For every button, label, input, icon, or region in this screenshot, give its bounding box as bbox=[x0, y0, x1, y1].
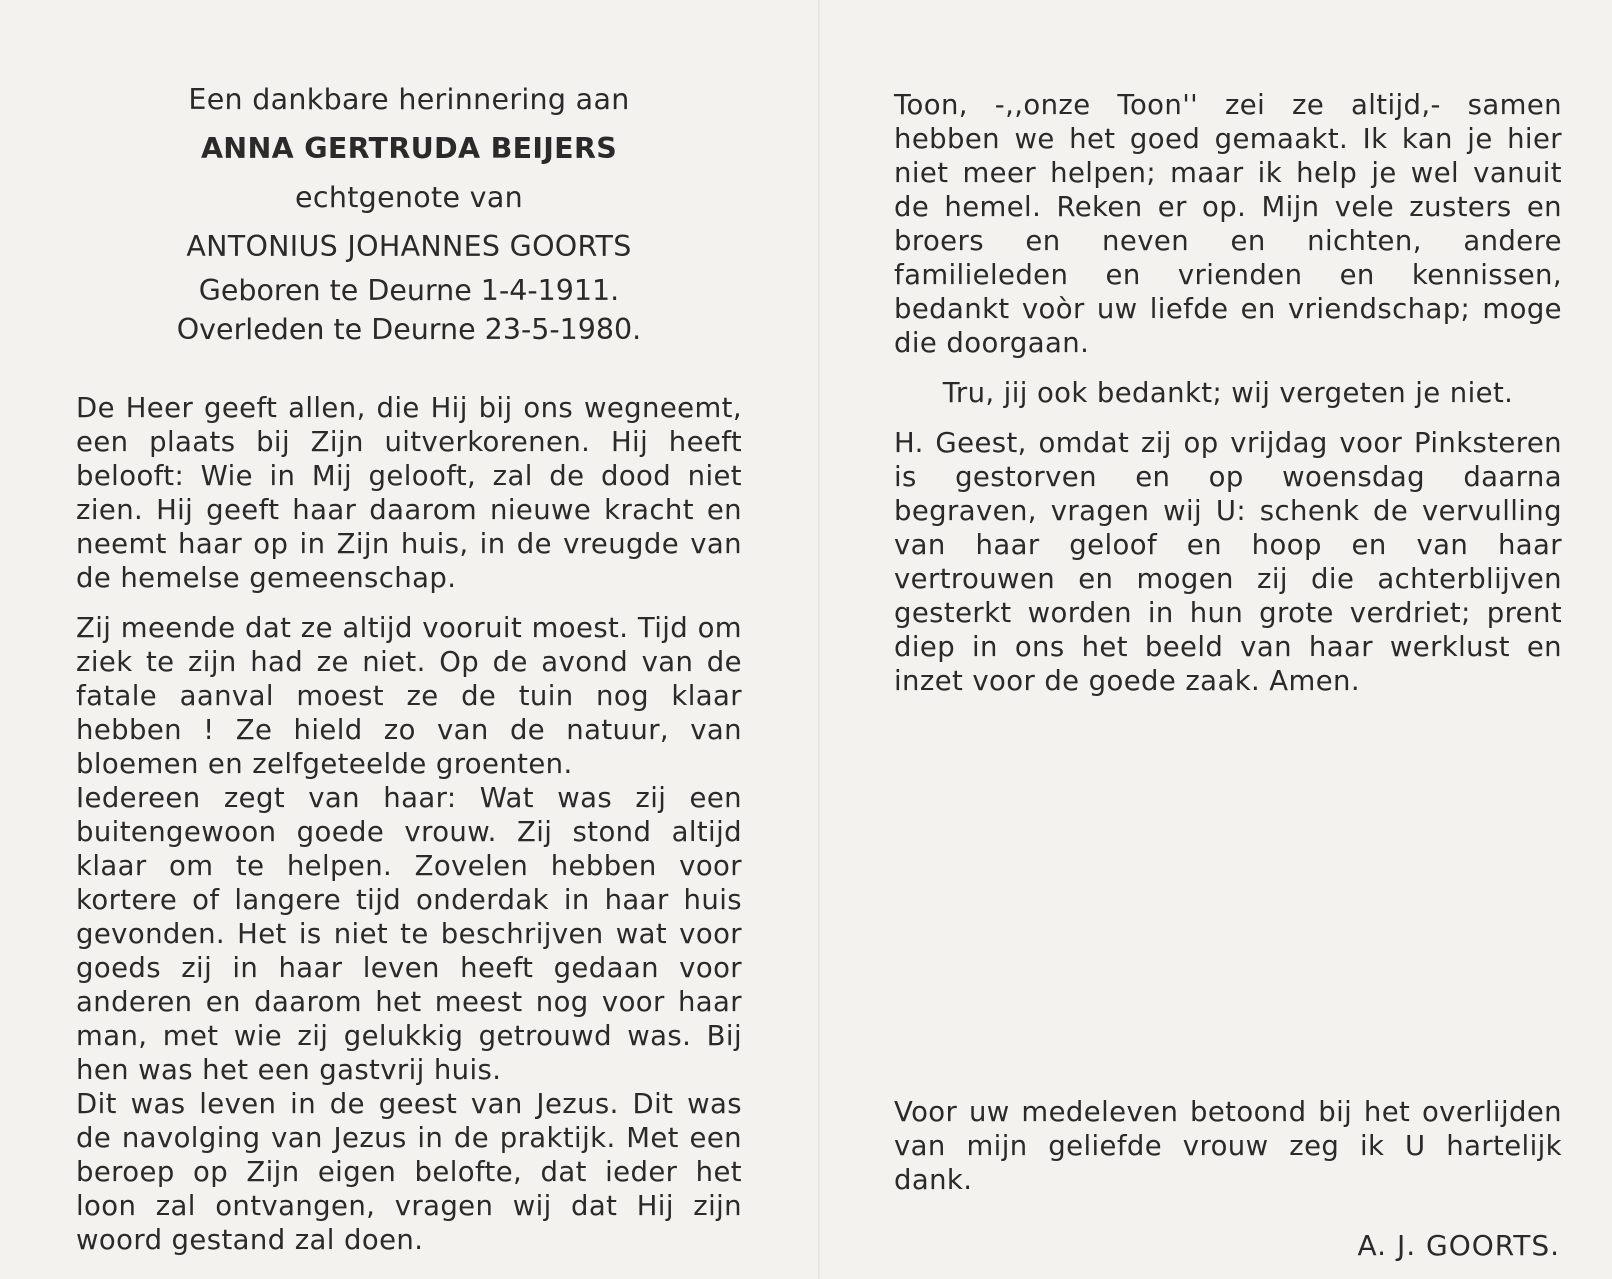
deceased-name: ANNA GERTRUDA BEIJERS bbox=[200, 132, 618, 165]
character-paragraph: Zij meende dat ze altijd vooruit moest. Tijd om ziek te zijn had ze niet. Op de avond van de fatale aanval moest ze de tuin nog klaar hebben ! Ze hield zo van de natuur, van bloemen en zelfgeteelde groenten. bbox=[76, 612, 742, 780]
relation-line: echtgenote van bbox=[295, 181, 523, 214]
birth-line: Geboren te Deurne 1-4-1911. bbox=[198, 274, 620, 307]
intro-line: Een dankbare herinnering aan bbox=[188, 83, 630, 116]
death-line: Overleden te Deurne 23-5-1980. bbox=[176, 313, 642, 346]
signature: A. J. GOORTS. bbox=[1357, 1229, 1560, 1262]
holy-spirit-prayer: H. Geest, omdat zij op vrijdag voor Pinksteren is gestorven en op woensdag daarna begraven, vragen wij U: schenk de vervulling van haar geloof en hoop en van haar vertrouwen en mogen zij die achterblijven gesterkt worden in hun grote verdriet; prent diep in ons het beeld van haar werklust en inzet voor de goede zaak. Amen. bbox=[894, 427, 1562, 697]
prayer-paragraph: De Heer geeft allen, die Hij bij ons wegneemt, een plaats bij Zijn uitverkorenen. Hij heeft belooft: Wie in Mij gelooft, zal de dood niet zien. Hij geeft haar daarom nieuwe kracht en neemt haar op in Zijn huis, in de vreugde van de hemelse gemeenschap. bbox=[76, 392, 742, 594]
tru-line: Tru, jij ook bedankt; wij vergeten je niet. bbox=[942, 377, 1514, 409]
left-panel bbox=[76, 75, 742, 1257]
right-panel bbox=[894, 88, 1562, 698]
farewell-paragraph: Toon, -,,onze Toon'' zei ze altijd,- samen hebben we het goed gemaakt. Ik kan je hier niet meer helpen; maar ik help je wel vanuit de hemel. Reken er op. Mijn vele zusters en broers en neven en nichten, andere familieleden en vrienden en kennissen, bedankt voòr uw liefde en vriendschap; moge die doorgaan. bbox=[894, 89, 1562, 359]
faith-paragraph: Dit was leven in de geest van Jezus. Dit was de navolging van Jezus in de praktijk. Met een beroep op Zijn eigen belofte, dat ieder het loon zal ontvangen, vragen wij dat Hij zijn woord gestand zal doen. bbox=[76, 1088, 742, 1256]
card-fold bbox=[818, 0, 820, 1279]
thanks-paragraph: Voor uw medeleven betoond bij het overlijden van mijn geliefde vrouw zeg ik U hartelijk dank. bbox=[894, 1096, 1562, 1196]
life-dates bbox=[76, 271, 742, 349]
spouse-name: ANTONIUS JOHANNES GOORTS bbox=[186, 230, 632, 263]
kindness-paragraph: Iedereen zegt van haar: Wat was zij een buitengewoon goede vrouw. Zij stond altijd klaar om te helpen. Zovelen hebben voor kortere of langere tijd onderdak in haar huis gevonden. Het is niet te beschrijven wat voor goeds zij in haar leven heeft gedaan voor anderen en daarom het meest nog voor haar man, met wie zij gelukkig getrouwd was. Bij hen was het een gastvrij huis. bbox=[76, 782, 742, 1086]
